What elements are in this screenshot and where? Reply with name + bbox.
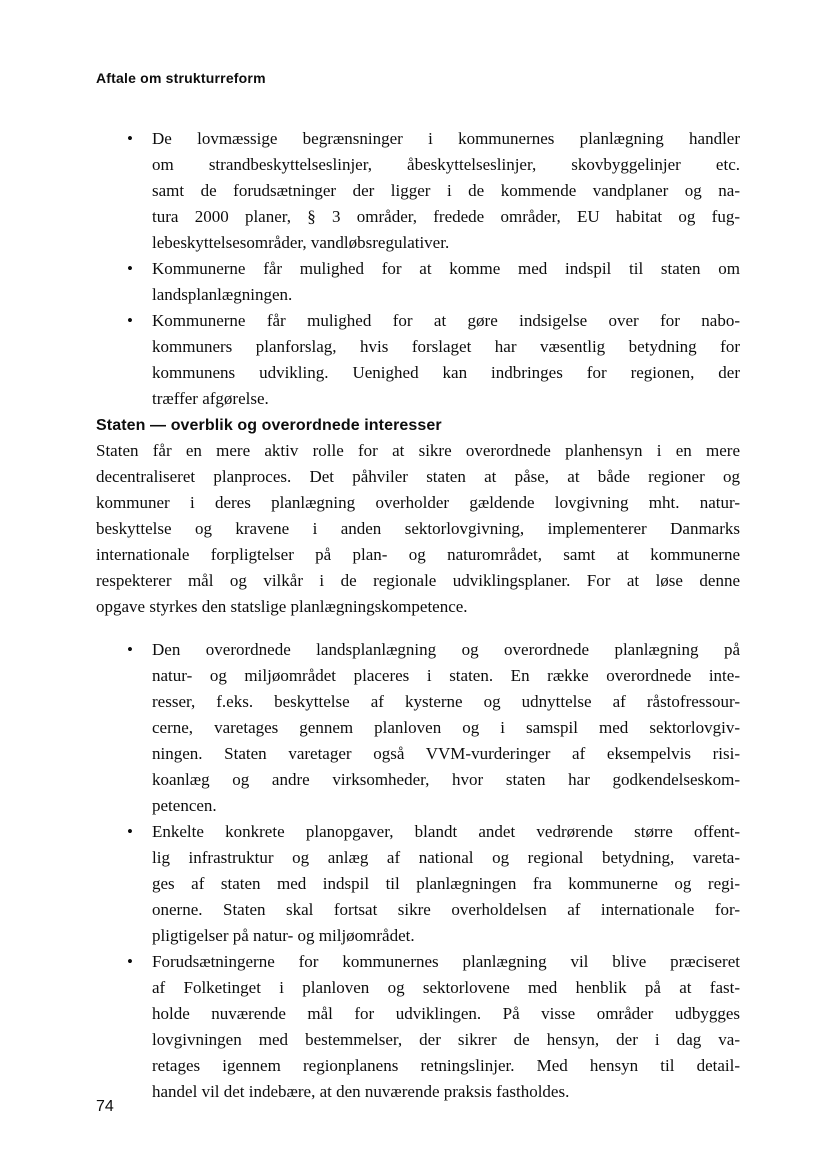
text-line: kommunens udvikling. Uenighed kan indbringes for regionen, der (152, 363, 740, 382)
text-line: respekterer mål og vilkår i de regionale udviklingsplaner. For at løse denne (96, 571, 740, 590)
text-line: lig infrastruktur og anlæg af national og regional betydning, vareta- (152, 848, 740, 867)
text-line: kommuners planforslag, hvis forslaget har væsentlig betydning for (152, 337, 740, 356)
bullet-icon: • (127, 822, 133, 841)
text-line: kommuner i deres planlægning overholder gældende lovgivning mht. natur- (96, 493, 740, 512)
bullet-item-text (152, 949, 740, 1105)
text-line: tura 2000 planer, § 3 områder, fredede områder, EU habitat og fug- (152, 207, 740, 226)
bullet-item (96, 637, 740, 819)
text-line: Den overordnede landsplanlægning og overordnede planlægning på (152, 640, 740, 659)
text-line: pligtigelser på natur- og miljøområdet. (152, 926, 415, 945)
section-paragraph (96, 438, 740, 620)
text-line: Enkelte konkrete planopgaver, blandt andet vedrørende større offent- (152, 822, 740, 841)
page-number: 74 (96, 1098, 114, 1115)
bullet-item (96, 256, 740, 308)
running-header: Aftale om strukturreform (96, 70, 266, 86)
bullet-item-text (152, 819, 740, 949)
bullet-item (96, 949, 740, 1105)
text-line: om strandbeskyttelseslinjer, åbeskyttelseslinjer, skovbyggelinjer etc. (152, 155, 740, 174)
bullet-item (96, 308, 740, 412)
bullet-icon: • (127, 640, 133, 659)
bullet-list-planning-constraints (96, 126, 740, 412)
text-line: opgave styrkes den statslige planlægningskompetence. (96, 597, 468, 616)
bullet-item-text (152, 256, 740, 308)
text-line: internationale forpligtelser på plan- og naturområdet, samt at kommunerne (96, 545, 740, 564)
bullet-list-state-tasks (96, 637, 740, 1105)
text-line: Forudsætningerne for kommunernes planlægning vil blive præciseret (152, 952, 740, 971)
text-line: Kommunerne får mulighed for at gøre indsigelse over for nabo- (152, 311, 740, 330)
text-line: onerne. Staten skal fortsat sikre overholdelsen af internationale for- (152, 900, 740, 919)
text-line: ges af staten med indspil til planlægningen fra kommunerne og regi- (152, 874, 740, 893)
text-line: petencen. (152, 796, 217, 815)
text-line: af Folketinget i planloven og sektorlovene med henblik på at fast- (152, 978, 740, 997)
bullet-icon: • (127, 129, 133, 148)
section-heading: Staten — overblik og overordnede interesser (96, 417, 442, 434)
text-line: De lovmæssige begrænsninger i kommunernes planlægning handler (152, 129, 740, 148)
text-line: retages igennem regionplanens retningslinjer. Med hensyn til detail- (152, 1056, 740, 1075)
text-line: træffer afgørelse. (152, 389, 269, 408)
text-line: holde nuværende mål for udviklingen. På visse områder udbygges (152, 1004, 740, 1023)
text-line: handel vil det indebære, at den nuværende praksis fastholdes. (152, 1082, 570, 1101)
text-line: ningen. Staten varetager også VVM-vurderinger af eksempelvis risi- (152, 744, 740, 763)
text-line: Staten får en mere aktiv rolle for at sikre overordnede planhensyn i en mere (96, 441, 740, 460)
bullet-item-text (152, 637, 740, 819)
text-line: lebeskyttelsesområder, vandløbsregulativer. (152, 233, 450, 252)
bullet-item (96, 126, 740, 256)
text-line: resser, f.eks. beskyttelse af kysterne og udnyttelse af råstofressour- (152, 692, 740, 711)
bullet-item (96, 819, 740, 949)
text-line: koanlæg og andre virksomheder, hvor staten har godkendelseskom- (152, 770, 740, 789)
bullet-icon: • (127, 311, 133, 330)
text-line: Kommunerne får mulighed for at komme med indspil til staten om (152, 259, 740, 278)
text-line: cerne, varetages gennem planloven og i samspil med sektorlovgiv- (152, 718, 740, 737)
text-line: samt de forudsætninger der ligger i de kommende vandplaner og na- (152, 181, 740, 200)
bullet-icon: • (127, 952, 133, 971)
text-line: beskyttelse og kravene i anden sektorlovgivning, implementerer Danmarks (96, 519, 740, 538)
text-line: landsplanlægningen. (152, 285, 293, 304)
text-line: decentraliseret planproces. Det påhviler staten at påse, at både regioner og (96, 467, 740, 486)
bullet-item-text (152, 308, 740, 412)
bullet-icon: • (127, 259, 133, 278)
text-line: natur- og miljøområdet placeres i staten. En række overordnede inte- (152, 666, 740, 685)
bullet-item-text (152, 126, 740, 256)
text-line: lovgivningen med bestemmelser, der sikrer de hensyn, der i dag va- (152, 1030, 740, 1049)
